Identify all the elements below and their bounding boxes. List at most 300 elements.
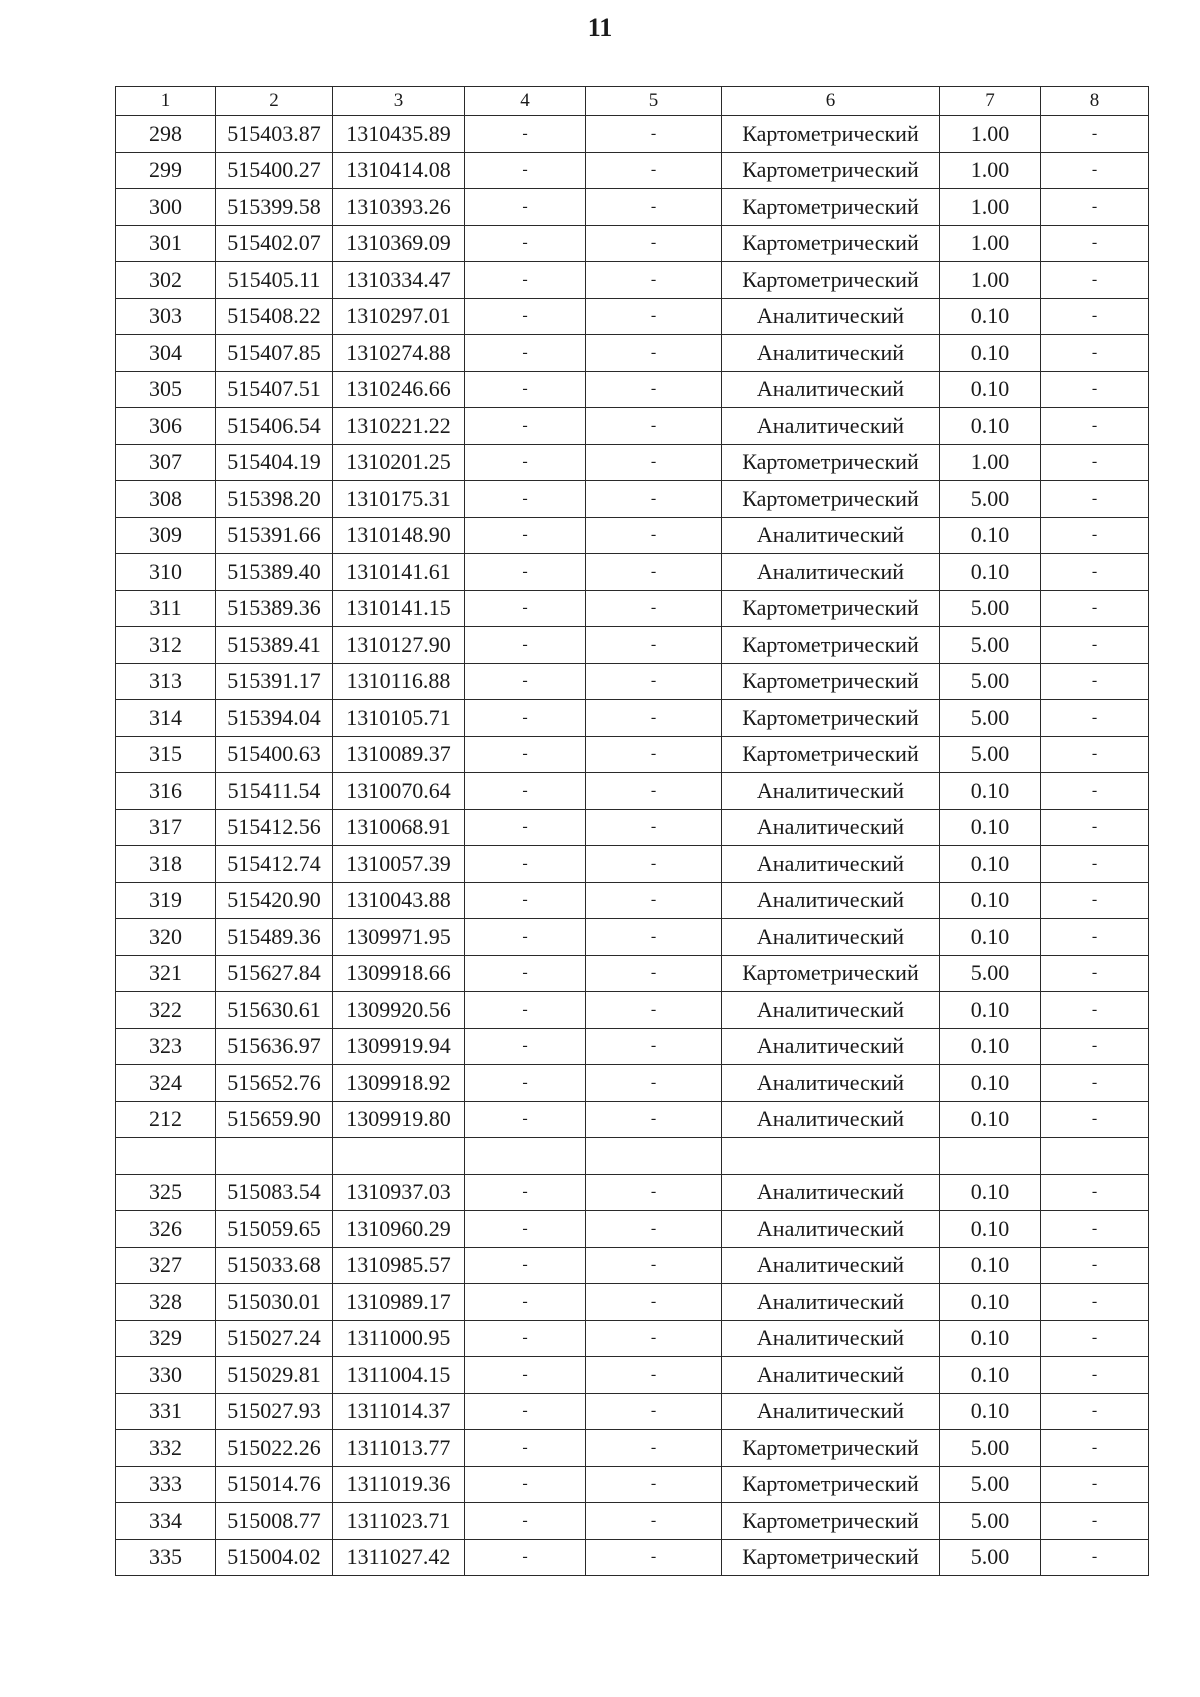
table-cell-col-5: -: [586, 590, 722, 627]
table-cell-col-1: 323: [116, 1028, 216, 1065]
table-cell-col-3: 1310414.08: [333, 152, 465, 189]
table-cell-col-3: 1310070.64: [333, 773, 465, 810]
table-cell-col-5: -: [586, 627, 722, 664]
table-cell-col-2: 515652.76: [216, 1065, 333, 1102]
table-cell-col-7: 1.00: [940, 444, 1041, 481]
table-cell-col-3: 1310116.88: [333, 663, 465, 700]
table-cell-col-5: -: [586, 335, 722, 372]
table-cell-col-6: Аналитический: [722, 846, 940, 883]
table-cell-col-6: Аналитический: [722, 1247, 940, 1284]
table-cell-col-3: 1310989.17: [333, 1284, 465, 1321]
table-cell-col-6: Картометрический: [722, 225, 940, 262]
table-cell-col-5: [586, 1138, 722, 1175]
table-cell-col-8: -: [1041, 262, 1149, 299]
table-cell-col-4: -: [465, 1101, 586, 1138]
table-cell-col-8: -: [1041, 517, 1149, 554]
table-cell-col-1: 318: [116, 846, 216, 883]
table-cell-col-5: -: [586, 663, 722, 700]
table-cell-col-6: Аналитический: [722, 554, 940, 591]
table-cell-col-6: Картометрический: [722, 1539, 940, 1576]
table-cell-col-6: Аналитический: [722, 371, 940, 408]
table-cell-col-8: -: [1041, 919, 1149, 956]
table-cell-col-1: 212: [116, 1101, 216, 1138]
table-cell-col-2: 515394.04: [216, 700, 333, 737]
table-cell-col-1: 308: [116, 481, 216, 518]
table-cell-col-7: 1.00: [940, 262, 1041, 299]
table-cell-col-4: [465, 1138, 586, 1175]
table-cell-col-8: -: [1041, 408, 1149, 445]
table-cell-col-4: -: [465, 225, 586, 262]
table-row: [116, 554, 1149, 591]
table-cell-col-3: 1310960.29: [333, 1211, 465, 1248]
table-cell-col-6: Картометрический: [722, 955, 940, 992]
table-cell-col-8: -: [1041, 444, 1149, 481]
table-cell-col-3: [333, 1138, 465, 1175]
table-cell-col-3: 1310393.26: [333, 189, 465, 226]
table-cell-col-5: -: [586, 955, 722, 992]
table-row: [116, 1539, 1149, 1576]
table-cell-col-8: -: [1041, 1284, 1149, 1321]
table-cell-col-1: 312: [116, 627, 216, 664]
table-cell-col-7: 5.00: [940, 700, 1041, 737]
table-cell-col-2: 515399.58: [216, 189, 333, 226]
table-cell-col-8: -: [1041, 882, 1149, 919]
table-cell-col-3: 1309971.95: [333, 919, 465, 956]
table-cell-col-8: -: [1041, 736, 1149, 773]
table-cell-col-6: Аналитический: [722, 335, 940, 372]
table-cell-col-5: -: [586, 1174, 722, 1211]
table-cell-col-2: 515659.90: [216, 1101, 333, 1138]
table-cell-col-8: -: [1041, 371, 1149, 408]
table-cell-col-3: 1311013.77: [333, 1430, 465, 1467]
table-cell-col-5: -: [586, 408, 722, 445]
table-cell-col-2: [216, 1138, 333, 1175]
table-cell-col-5: -: [586, 1320, 722, 1357]
table-cell-col-3: 1309919.94: [333, 1028, 465, 1065]
table-cell-col-2: 515412.74: [216, 846, 333, 883]
table-cell-col-3: 1311027.42: [333, 1539, 465, 1576]
table-cell-col-3: 1310043.88: [333, 882, 465, 919]
table-cell-col-7: [940, 1138, 1041, 1175]
table-cell-col-1: 304: [116, 335, 216, 372]
table-cell-col-2: 515403.87: [216, 116, 333, 153]
table-cell-col-4: -: [465, 627, 586, 664]
table-cell-col-6: Аналитический: [722, 809, 940, 846]
table-cell-col-6: Картометрический: [722, 590, 940, 627]
table-cell-col-8: -: [1041, 189, 1149, 226]
table-cell-col-6: Картометрический: [722, 444, 940, 481]
table-row: [116, 846, 1149, 883]
table-cell-col-1: 333: [116, 1466, 216, 1503]
table-cell-col-3: 1310985.57: [333, 1247, 465, 1284]
table-cell-col-8: -: [1041, 481, 1149, 518]
table-cell-col-3: 1310435.89: [333, 116, 465, 153]
table-cell-col-8: -: [1041, 590, 1149, 627]
table-cell-col-1: 319: [116, 882, 216, 919]
table-row: [116, 1466, 1149, 1503]
table-row: [116, 1320, 1149, 1357]
table-cell-col-7: 0.10: [940, 1065, 1041, 1102]
table-cell-col-8: -: [1041, 700, 1149, 737]
table-cell-col-7: 0.10: [940, 1357, 1041, 1394]
table-cell-col-2: 515033.68: [216, 1247, 333, 1284]
table-cell-col-1: 331: [116, 1393, 216, 1430]
table-row: [116, 1138, 1149, 1175]
table-cell-col-8: -: [1041, 1211, 1149, 1248]
table-cell-col-4: -: [465, 590, 586, 627]
table-cell-col-7: 1.00: [940, 116, 1041, 153]
table-cell-col-3: 1310105.71: [333, 700, 465, 737]
table-cell-col-2: 515398.20: [216, 481, 333, 518]
table-cell-col-7: 0.10: [940, 371, 1041, 408]
table-cell-col-1: 306: [116, 408, 216, 445]
table-cell-col-6: Аналитический: [722, 1393, 940, 1430]
table-cell-col-1: 302: [116, 262, 216, 299]
table-cell-col-3: 1310221.22: [333, 408, 465, 445]
table-cell-col-2: 515027.24: [216, 1320, 333, 1357]
table-row: [116, 1101, 1149, 1138]
table-cell-col-3: 1310068.91: [333, 809, 465, 846]
table-cell-col-3: 1310089.37: [333, 736, 465, 773]
page-number: 11: [587, 13, 613, 42]
table-cell-col-8: -: [1041, 1430, 1149, 1467]
table-row: [116, 663, 1149, 700]
table-cell-col-2: 515407.51: [216, 371, 333, 408]
table-row: [116, 225, 1149, 262]
table-cell-col-3: 1310297.01: [333, 298, 465, 335]
table-cell-col-6: Аналитический: [722, 408, 940, 445]
table-cell-col-2: 515627.84: [216, 955, 333, 992]
table-row: [116, 481, 1149, 518]
table-cell-col-4: -: [465, 1320, 586, 1357]
table-cell-col-7: 0.10: [940, 919, 1041, 956]
table-cell-col-4: -: [465, 189, 586, 226]
table-cell-col-6: [722, 1138, 940, 1175]
table-cell-col-7: 0.10: [940, 517, 1041, 554]
table-cell-col-6: Аналитический: [722, 517, 940, 554]
table-cell-col-7: 0.10: [940, 882, 1041, 919]
table-cell-col-8: -: [1041, 809, 1149, 846]
table-cell-col-7: 0.10: [940, 1393, 1041, 1430]
table-cell-col-7: 0.10: [940, 1174, 1041, 1211]
table-cell-col-6: Картометрический: [722, 1466, 940, 1503]
table-body: [116, 116, 1149, 1576]
table-cell-col-4: -: [465, 335, 586, 372]
column-header-8: 8: [1041, 87, 1149, 116]
table-cell-col-3: 1310127.90: [333, 627, 465, 664]
table-cell-col-5: -: [586, 700, 722, 737]
table-cell-col-7: 5.00: [940, 1430, 1041, 1467]
table-cell-col-6: Аналитический: [722, 1101, 940, 1138]
table-cell-col-4: -: [465, 1211, 586, 1248]
table-row: [116, 992, 1149, 1029]
table-cell-col-7: 0.10: [940, 1028, 1041, 1065]
table-cell-col-1: 322: [116, 992, 216, 1029]
table-cell-col-6: Аналитический: [722, 1357, 940, 1394]
table-cell-col-4: -: [465, 481, 586, 518]
column-header-1: 1: [116, 87, 216, 116]
table-cell-col-2: 515389.41: [216, 627, 333, 664]
table-cell-col-6: Картометрический: [722, 189, 940, 226]
table-row: [116, 1174, 1149, 1211]
table-row: [116, 1357, 1149, 1394]
table-cell-col-8: -: [1041, 1174, 1149, 1211]
table-cell-col-2: 515391.17: [216, 663, 333, 700]
table-cell-col-1: 314: [116, 700, 216, 737]
table-cell-col-4: -: [465, 809, 586, 846]
table-row: [116, 335, 1149, 372]
table-cell-col-2: 515412.56: [216, 809, 333, 846]
table-cell-col-5: -: [586, 152, 722, 189]
column-header-7: 7: [940, 87, 1041, 116]
table-cell-col-1: 310: [116, 554, 216, 591]
table-cell-col-8: -: [1041, 1539, 1149, 1576]
table-cell-col-5: -: [586, 809, 722, 846]
table-cell-col-1: 321: [116, 955, 216, 992]
table-cell-col-2: 515636.97: [216, 1028, 333, 1065]
table-cell-col-6: Аналитический: [722, 1065, 940, 1102]
table-cell-col-4: -: [465, 992, 586, 1029]
table-cell-col-8: -: [1041, 955, 1149, 992]
table-cell-col-6: Картометрический: [722, 700, 940, 737]
table-cell-col-1: 324: [116, 1065, 216, 1102]
table-cell-col-7: 0.10: [940, 335, 1041, 372]
table-cell-col-5: -: [586, 1430, 722, 1467]
table-cell-col-4: -: [465, 1466, 586, 1503]
table-cell-col-4: -: [465, 1065, 586, 1102]
table-cell-col-7: 0.10: [940, 846, 1041, 883]
table-cell-col-6: Аналитический: [722, 1284, 940, 1321]
table-cell-col-4: -: [465, 919, 586, 956]
table-cell-col-7: 0.10: [940, 992, 1041, 1029]
table-cell-col-2: 515027.93: [216, 1393, 333, 1430]
table-row: [116, 517, 1149, 554]
table-row: [116, 152, 1149, 189]
table-cell-col-2: 515029.81: [216, 1357, 333, 1394]
table-cell-col-8: -: [1041, 627, 1149, 664]
table-row: [116, 1247, 1149, 1284]
table-row: [116, 700, 1149, 737]
table-cell-col-1: 335: [116, 1539, 216, 1576]
table-cell-col-2: 515400.27: [216, 152, 333, 189]
table-row: [116, 1430, 1149, 1467]
table-cell-col-2: 515400.63: [216, 736, 333, 773]
table-cell-col-3: 1311000.95: [333, 1320, 465, 1357]
table-cell-col-7: 5.00: [940, 955, 1041, 992]
table-cell-col-7: 0.10: [940, 1320, 1041, 1357]
table-cell-col-5: -: [586, 371, 722, 408]
table-cell-col-8: -: [1041, 335, 1149, 372]
table-cell-col-8: -: [1041, 152, 1149, 189]
table-cell-col-4: -: [465, 1393, 586, 1430]
table-cell-col-2: 515389.36: [216, 590, 333, 627]
table-cell-col-4: -: [465, 1284, 586, 1321]
table-cell-col-4: -: [465, 1247, 586, 1284]
table-cell-col-8: -: [1041, 1247, 1149, 1284]
table-cell-col-5: -: [586, 554, 722, 591]
table-row: [116, 1393, 1149, 1430]
table-cell-col-4: -: [465, 1357, 586, 1394]
table-cell-col-7: 0.10: [940, 554, 1041, 591]
table-cell-col-5: -: [586, 1028, 722, 1065]
table-cell-col-1: 316: [116, 773, 216, 810]
table-cell-col-4: -: [465, 663, 586, 700]
table-cell-col-3: 1310334.47: [333, 262, 465, 299]
table-cell-col-4: -: [465, 700, 586, 737]
table-cell-col-5: -: [586, 1539, 722, 1576]
table-cell-col-1: 301: [116, 225, 216, 262]
table-cell-col-5: -: [586, 444, 722, 481]
table-cell-col-8: -: [1041, 773, 1149, 810]
table-cell-col-2: 515004.02: [216, 1539, 333, 1576]
table-cell-col-2: 515030.01: [216, 1284, 333, 1321]
table-row: [116, 955, 1149, 992]
table-row: [116, 189, 1149, 226]
table-cell-col-8: -: [1041, 116, 1149, 153]
table-cell-col-3: 1310201.25: [333, 444, 465, 481]
table-cell-col-3: 1311023.71: [333, 1503, 465, 1540]
table-cell-col-1: 334: [116, 1503, 216, 1540]
table-cell-col-2: 515389.40: [216, 554, 333, 591]
table-cell-col-7: 0.10: [940, 1101, 1041, 1138]
table-cell-col-3: 1311014.37: [333, 1393, 465, 1430]
table-cell-col-2: 515630.61: [216, 992, 333, 1029]
table-cell-col-2: 515022.26: [216, 1430, 333, 1467]
table-cell-col-1: 315: [116, 736, 216, 773]
table-row: [116, 1211, 1149, 1248]
table-cell-col-3: 1309920.56: [333, 992, 465, 1029]
table-cell-col-5: -: [586, 225, 722, 262]
table-cell-col-8: -: [1041, 298, 1149, 335]
table-cell-col-2: 515406.54: [216, 408, 333, 445]
table-cell-col-1: 326: [116, 1211, 216, 1248]
table-cell-col-2: 515402.07: [216, 225, 333, 262]
column-header-2: 2: [216, 87, 333, 116]
table-cell-col-8: -: [1041, 1466, 1149, 1503]
table-cell-col-3: 1310057.39: [333, 846, 465, 883]
table-cell-col-8: -: [1041, 554, 1149, 591]
table-cell-col-3: 1310148.90: [333, 517, 465, 554]
table-cell-col-3: 1311019.36: [333, 1466, 465, 1503]
table-cell-col-2: 515014.76: [216, 1466, 333, 1503]
table-cell-col-7: 0.10: [940, 1247, 1041, 1284]
table-cell-col-7: 5.00: [940, 663, 1041, 700]
table-row: [116, 298, 1149, 335]
table-cell-col-1: 299: [116, 152, 216, 189]
table-row: [116, 1503, 1149, 1540]
table-cell-col-6: Картометрический: [722, 116, 940, 153]
table-cell-col-6: Аналитический: [722, 1320, 940, 1357]
table-cell-col-4: -: [465, 882, 586, 919]
table-cell-col-1: 328: [116, 1284, 216, 1321]
table-cell-col-5: -: [586, 262, 722, 299]
table-cell-col-2: 515404.19: [216, 444, 333, 481]
header-row: [116, 87, 1149, 116]
table-cell-col-1: 313: [116, 663, 216, 700]
table-cell-col-4: -: [465, 773, 586, 810]
table-row: [116, 1284, 1149, 1321]
table-cell-col-6: Аналитический: [722, 1174, 940, 1211]
table-cell-col-6: Картометрический: [722, 627, 940, 664]
table-cell-col-5: -: [586, 1101, 722, 1138]
table-cell-col-3: 1310175.31: [333, 481, 465, 518]
table-row: [116, 262, 1149, 299]
table-cell-col-7: 1.00: [940, 152, 1041, 189]
table-cell-col-2: 515391.66: [216, 517, 333, 554]
table-cell-col-7: 5.00: [940, 481, 1041, 518]
table-cell-col-1: 307: [116, 444, 216, 481]
table-cell-col-2: 515083.54: [216, 1174, 333, 1211]
table-row: [116, 773, 1149, 810]
table-cell-col-5: -: [586, 1284, 722, 1321]
table-row: [116, 919, 1149, 956]
table-cell-col-6: Аналитический: [722, 773, 940, 810]
table-cell-col-4: -: [465, 517, 586, 554]
table-cell-col-5: -: [586, 846, 722, 883]
table-cell-col-7: 1.00: [940, 225, 1041, 262]
table-cell-col-7: 5.00: [940, 1466, 1041, 1503]
table-cell-col-8: -: [1041, 1101, 1149, 1138]
table-cell-col-4: -: [465, 444, 586, 481]
table-cell-col-4: -: [465, 955, 586, 992]
table-cell-col-7: 0.10: [940, 773, 1041, 810]
table-cell-col-4: -: [465, 408, 586, 445]
table-cell-col-6: Аналитический: [722, 919, 940, 956]
table-cell-col-5: -: [586, 517, 722, 554]
table-cell-col-7: 0.10: [940, 1211, 1041, 1248]
table-cell-col-1: 317: [116, 809, 216, 846]
table-cell-col-5: -: [586, 1247, 722, 1284]
table-row: [116, 809, 1149, 846]
table-cell-col-5: -: [586, 736, 722, 773]
table-cell-col-6: Картометрический: [722, 152, 940, 189]
table-cell-col-2: 515407.85: [216, 335, 333, 372]
table-cell-col-6: Аналитический: [722, 1028, 940, 1065]
table-cell-col-8: -: [1041, 663, 1149, 700]
table-row: [116, 590, 1149, 627]
table-cell-col-6: Картометрический: [722, 481, 940, 518]
table-cell-col-1: 325: [116, 1174, 216, 1211]
table-cell-col-1: 327: [116, 1247, 216, 1284]
table-cell-col-3: 1310274.88: [333, 335, 465, 372]
table-cell-col-3: 1310141.15: [333, 590, 465, 627]
table-row: [116, 627, 1149, 664]
table-cell-col-6: Аналитический: [722, 298, 940, 335]
table-cell-col-7: 0.10: [940, 408, 1041, 445]
table-cell-col-8: -: [1041, 225, 1149, 262]
table-cell-col-5: -: [586, 773, 722, 810]
table-cell-col-5: -: [586, 1466, 722, 1503]
table-cell-col-3: 1310246.66: [333, 371, 465, 408]
table-row: [116, 408, 1149, 445]
table-cell-col-1: 311: [116, 590, 216, 627]
table-cell-col-7: 0.10: [940, 809, 1041, 846]
table-row: [116, 371, 1149, 408]
table-cell-col-8: -: [1041, 1065, 1149, 1102]
table-cell-col-6: Картометрический: [722, 1430, 940, 1467]
coordinates-table: [115, 86, 1149, 1576]
table-cell-col-4: -: [465, 736, 586, 773]
column-header-6: 6: [722, 87, 940, 116]
table-cell-col-8: -: [1041, 1503, 1149, 1540]
table-cell-col-4: -: [465, 554, 586, 591]
table-cell-col-1: [116, 1138, 216, 1175]
table-cell-col-8: -: [1041, 846, 1149, 883]
table-cell-col-7: 5.00: [940, 627, 1041, 664]
table-cell-col-8: [1041, 1138, 1149, 1175]
table-cell-col-4: -: [465, 262, 586, 299]
table-cell-col-7: 1.00: [940, 189, 1041, 226]
